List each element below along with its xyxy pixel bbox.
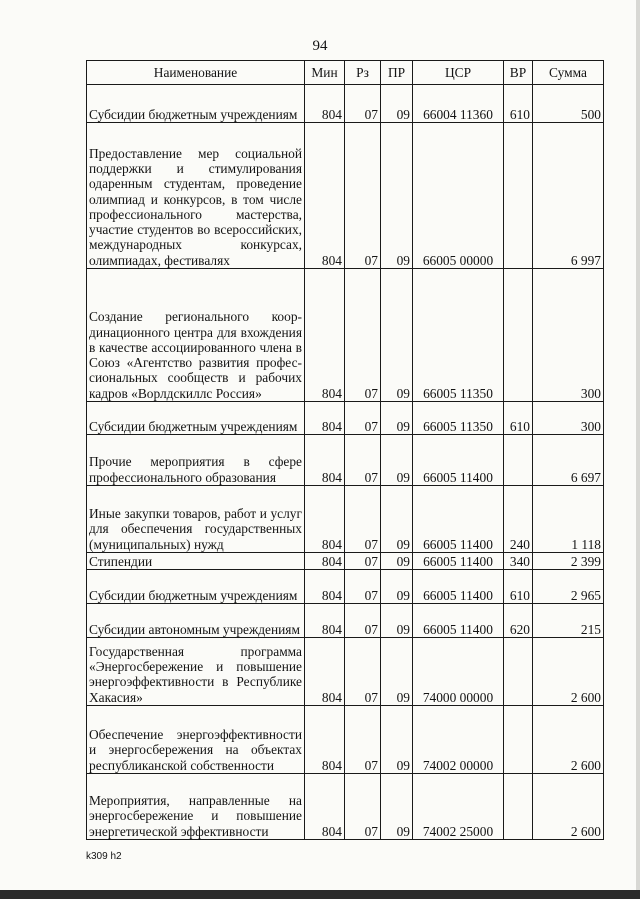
row-name: Субсидии автономным учреждениям: [87, 604, 305, 638]
row-csr: 66005 11400: [413, 435, 504, 486]
row-pr: 09: [381, 435, 413, 486]
header-row: [87, 61, 604, 85]
row-name: Субсидии бюджетным учреждениям: [87, 570, 305, 604]
row-rz: 07: [345, 774, 381, 840]
scan-shadow-bar: [0, 890, 640, 899]
row-rz: 07: [345, 435, 381, 486]
row-vr: 610: [504, 570, 533, 604]
header-csr: ЦСР: [413, 61, 504, 85]
row-min: 804: [305, 269, 345, 402]
row-csr: 66004 11360: [413, 85, 504, 123]
row-min: 804: [305, 486, 345, 553]
row-name: Государственная программа «Энергосбережение и повышение энергоэффективности в Республике Хакасия»: [87, 638, 305, 706]
row-name: Предоставление мер социальной поддержки и стимулирования одаренным студентам, проведение олимпиад и конкурсов, в том числе профессионального мастерства, участие студентов во всероссийских, международных конкурсах, олимпиадах, фестивалях: [87, 123, 305, 269]
row-vr: 340: [504, 553, 533, 570]
row-rz: 07: [345, 123, 381, 269]
table-row: [87, 435, 604, 486]
row-sum: 300: [533, 269, 604, 402]
row-pr: 09: [381, 269, 413, 402]
page-number: 94: [312, 38, 328, 54]
row-vr: [504, 774, 533, 840]
header-min: Мин: [305, 61, 345, 85]
row-rz: 07: [345, 85, 381, 123]
row-name: Субсидии бюджетным учреждениям: [87, 85, 305, 123]
row-vr: 610: [504, 402, 533, 435]
row-sum: 500: [533, 85, 604, 123]
row-min: 804: [305, 85, 345, 123]
table-row: [87, 638, 604, 706]
row-sum: 2 965: [533, 570, 604, 604]
row-name: Создание регионального координационного центра для вхождения в качестве ассоциированного члена в Союз «Агентство развития профессиональных сообществ и рабочих кадров «Ворлдскиллс Россия»: [87, 269, 305, 402]
row-sum: 6 697: [533, 435, 604, 486]
row-csr: 66005 00000: [413, 123, 504, 269]
row-vr: 620: [504, 604, 533, 638]
row-csr: 66005 11400: [413, 553, 504, 570]
row-rz: 07: [345, 553, 381, 570]
row-min: 804: [305, 774, 345, 840]
row-csr: 66005 11350: [413, 269, 504, 402]
row-csr: 74002 25000: [413, 774, 504, 840]
header-name: Наименование: [87, 61, 305, 85]
row-csr: 66005 11400: [413, 486, 504, 553]
row-min: 804: [305, 435, 345, 486]
table-row: [87, 402, 604, 435]
row-sum: 2 600: [533, 774, 604, 840]
row-min: 804: [305, 604, 345, 638]
row-csr: 66005 11400: [413, 570, 504, 604]
row-min: 804: [305, 706, 345, 774]
header-rz: Рз: [345, 61, 381, 85]
row-pr: 09: [381, 85, 413, 123]
row-csr: 66005 11350: [413, 402, 504, 435]
row-name: Стипендии: [87, 553, 305, 570]
row-vr: [504, 435, 533, 486]
table-row: [87, 269, 604, 402]
row-pr: 09: [381, 402, 413, 435]
row-pr: 09: [381, 706, 413, 774]
row-rz: 07: [345, 570, 381, 604]
row-name: Обеспечение энергоэффективности и энергосбережения на объектах республиканской собственности: [87, 706, 305, 774]
row-sum: 300: [533, 402, 604, 435]
row-pr: 09: [381, 638, 413, 706]
row-rz: 07: [345, 269, 381, 402]
table-row: [87, 85, 604, 123]
row-name: Субсидии бюджетным учреждениям: [87, 402, 305, 435]
header-sum: Сумма: [533, 61, 604, 85]
row-sum: 2 399: [533, 553, 604, 570]
row-rz: 07: [345, 706, 381, 774]
row-csr: 66005 11400: [413, 604, 504, 638]
row-vr: 610: [504, 85, 533, 123]
scan-edge: [636, 0, 640, 899]
row-sum: 6 997: [533, 123, 604, 269]
row-vr: [504, 638, 533, 706]
row-csr: 74002 00000: [413, 706, 504, 774]
row-rz: 07: [345, 638, 381, 706]
row-min: 804: [305, 570, 345, 604]
row-pr: 09: [381, 774, 413, 840]
row-vr: [504, 123, 533, 269]
row-name: Мероприятия, направленные на энергосбережение и повышение энергетической эффективности: [87, 774, 305, 840]
row-min: 804: [305, 638, 345, 706]
row-rz: 07: [345, 402, 381, 435]
header-vr: ВР: [504, 61, 533, 85]
table-row: [87, 604, 604, 638]
table-row: [87, 123, 604, 269]
header-pr: ПР: [381, 61, 413, 85]
row-vr: [504, 706, 533, 774]
budget-table: [86, 60, 604, 840]
row-rz: 07: [345, 604, 381, 638]
row-min: 804: [305, 402, 345, 435]
row-rz: 07: [345, 486, 381, 553]
document-code: k309 h2: [86, 851, 122, 862]
table-row: [87, 486, 604, 553]
row-sum: 1 118: [533, 486, 604, 553]
row-name: Иные закупки товаров, работ и услуг для обеспечения государственных (муниципальных) нужд: [87, 486, 305, 553]
table-row: [87, 774, 604, 840]
row-csr: 74000 00000: [413, 638, 504, 706]
row-pr: 09: [381, 553, 413, 570]
table-row: [87, 706, 604, 774]
row-vr: 240: [504, 486, 533, 553]
row-vr: [504, 269, 533, 402]
row-pr: 09: [381, 570, 413, 604]
row-pr: 09: [381, 604, 413, 638]
table-row: [87, 570, 604, 604]
row-sum: 215: [533, 604, 604, 638]
row-pr: 09: [381, 123, 413, 269]
row-sum: 2 600: [533, 706, 604, 774]
table-row: [87, 553, 604, 570]
row-sum: 2 600: [533, 638, 604, 706]
row-min: 804: [305, 553, 345, 570]
row-min: 804: [305, 123, 345, 269]
row-name: Прочие мероприятия в сфере профессионального образования: [87, 435, 305, 486]
row-pr: 09: [381, 486, 413, 553]
